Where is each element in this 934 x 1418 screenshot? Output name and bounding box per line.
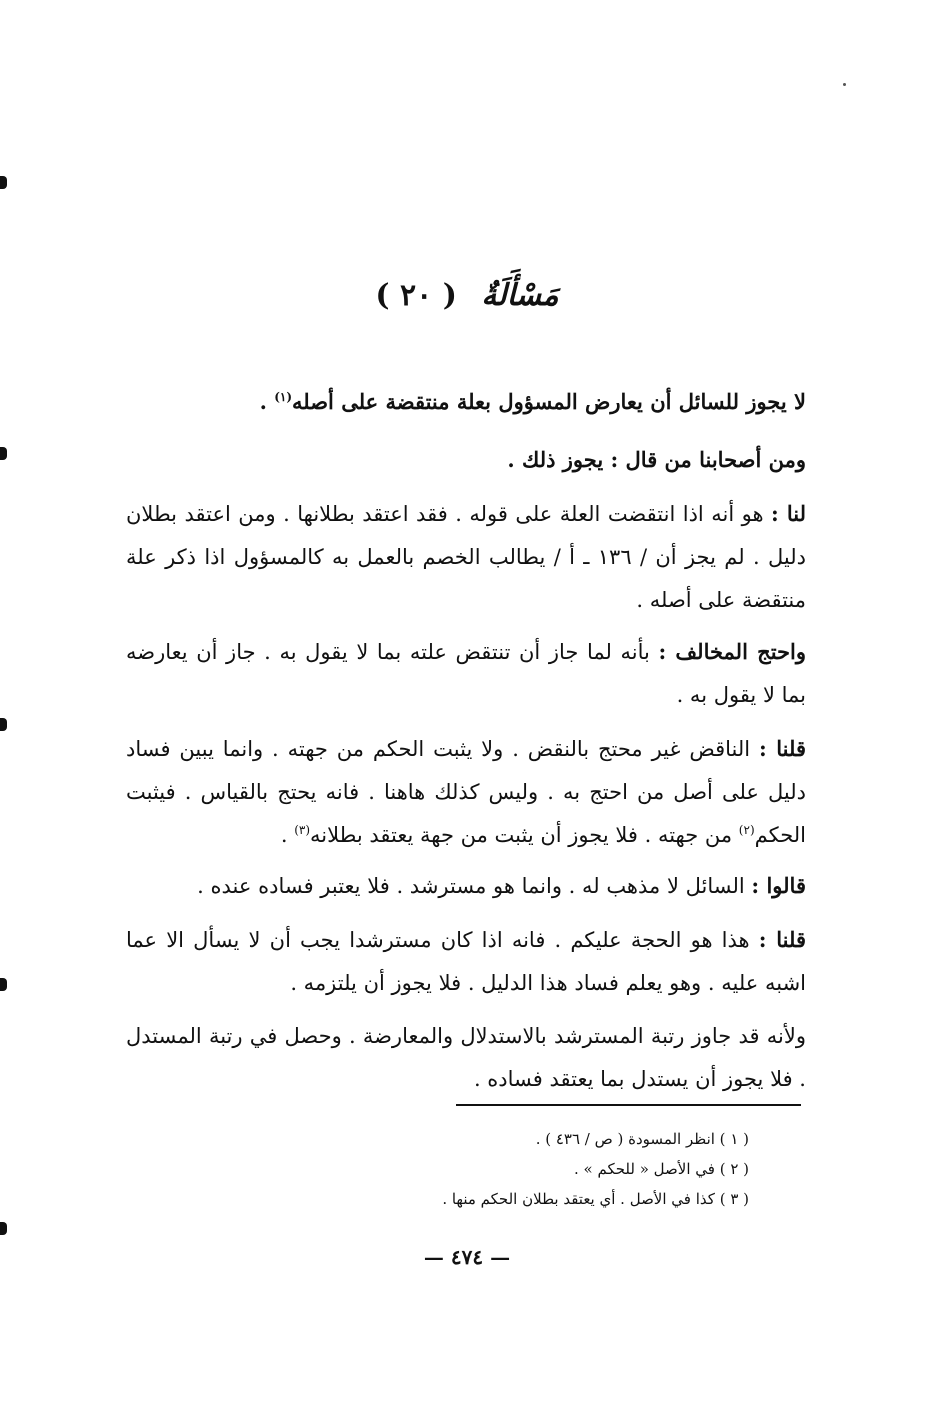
scan-mark <box>0 176 7 189</box>
scan-dot <box>843 83 846 86</box>
paragraph-text: من جهته . فلا يجوز أن يثبت من جهة يعتقد بطلانه <box>310 823 739 847</box>
paragraph-lead: قلنا : <box>758 927 807 952</box>
issue-statement <box>126 380 806 423</box>
paragraph-text: بأنه لما جاز أن تنتقض علته بما لا يقول به . جاز أن يعارضه بما لا يقول به . <box>126 640 806 707</box>
section-heading <box>0 278 934 313</box>
heading-number: ( ٢٠ ) <box>375 278 457 313</box>
footnote-divider <box>456 1104 801 1106</box>
paragraph-end: . <box>280 823 295 847</box>
paragraph-lead: قالوا : <box>751 873 806 898</box>
paragraph-reply <box>126 727 806 857</box>
footnote-ref: (٢) <box>738 823 755 837</box>
paragraph-text: الناقض غير محتج بالنقض . ولا يثبت الحكم من جهته . وانما يبين فساد دليل على أصل من احتج به . وليس كذلك هاهنا . فانه يحتج بالقياس . فيثبت الحكم <box>126 737 806 847</box>
opposing-view-text: ومن أصحابنا من قال : يجوز ذلك . <box>507 447 806 472</box>
paragraph-lead: واحتج المخالف : <box>658 639 806 664</box>
paragraph-lead: لنا : <box>771 501 806 526</box>
issue-text: لا يجوز للسائل أن يعارض المسؤول بعلة منتقضة على أصله <box>292 389 806 414</box>
paragraph-reply-2 <box>126 918 806 1005</box>
issue-end: . <box>259 389 275 414</box>
scan-mark <box>0 978 7 991</box>
paragraph-text: هو أنه اذا انتقضت العلة على قوله . فقد اعتقد بطلانها . ومن اعتقد بطلان دليل . لم يجز أن / ١٣٦ ـ أ / يطالب الخصم بالعمل به كالمسؤول اذا ذكر علة منتقضة على أصله . <box>126 502 806 612</box>
paragraph-text: ولأنه قد جاوز رتبة المسترشد بالاستدلال والمعارضة . وحصل في رتبة المستدل . فلا يجوز أن يستدل بما يعتقد فساده . <box>126 1024 806 1091</box>
scan-mark <box>0 447 7 460</box>
paragraph-lead: قلنا : <box>759 736 807 761</box>
page-number: — ٤٧٤ — <box>423 1245 511 1269</box>
scan-mark <box>0 1222 7 1235</box>
paragraph-conclusion <box>126 1015 806 1101</box>
footnote-1: ( ١ ) انظر المسودة ( ص / ٤٣٦ ) . <box>535 1130 749 1148</box>
heading-word: مَسْأَلَةٌ <box>481 278 559 313</box>
paragraph-claim <box>126 864 806 908</box>
footnote-3: ( ٣ ) كذا في الأصل . أي يعتقد بطلان الحكم منها . <box>442 1190 749 1208</box>
paragraph-objection <box>126 630 806 717</box>
footnote-ref: (١) <box>274 390 293 404</box>
paragraph-text: السائل لا مذهب له . وانما هو مسترشد . فلا يعتبر فساده عنده . <box>197 874 752 898</box>
footnotes <box>249 1124 749 1214</box>
footnote-2: ( ٢ ) في الأصل « للحكم » . <box>573 1160 749 1178</box>
footnote-ref: (٣) <box>294 823 311 837</box>
paragraph-argument <box>126 492 806 622</box>
paragraph-text: هذا هو الحجة عليكم . فانه اذا كان مسترشدا يجب أن لا يسأل الا عما اشبه عليه . وهو يعلم فساد هذا الدليل . فلا يجوز أن يلتزمه . <box>126 928 806 995</box>
scan-mark <box>0 718 7 731</box>
opposing-view <box>126 438 806 481</box>
